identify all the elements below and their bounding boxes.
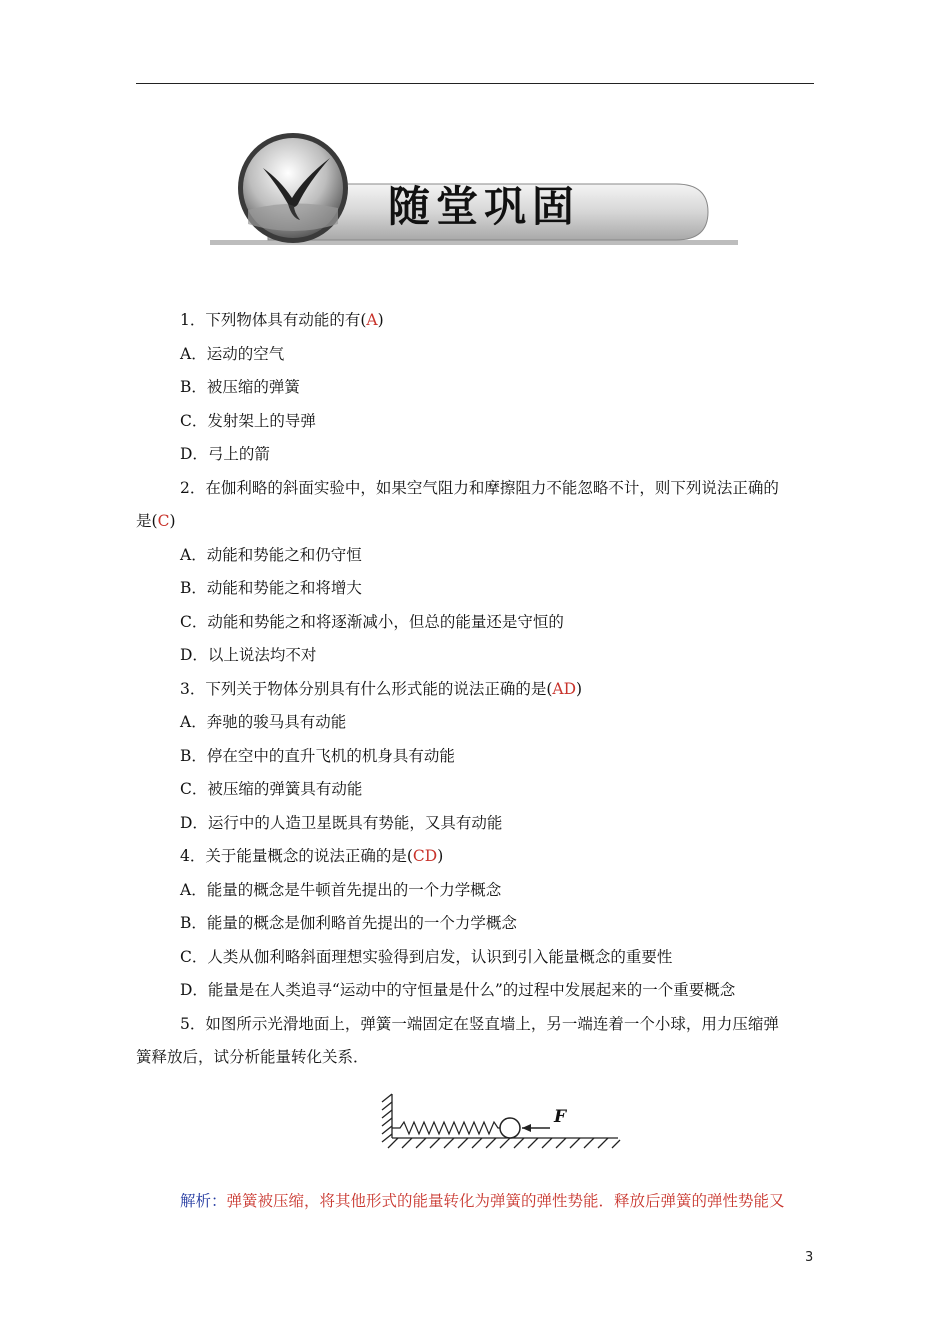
page-number: 3 <box>805 1250 814 1265</box>
question-2-stem-cont: 是(C) <box>136 512 176 530</box>
answer-2: C <box>157 512 170 530</box>
question-2-stem: 2．在伽利略的斜面实验中，如果空气阻力和摩擦阻力不能忽略不计，则下列说法正确的 <box>180 478 779 497</box>
answer-1: A <box>366 311 378 329</box>
option: C．被压缩的弹簧具有动能 <box>180 780 363 798</box>
option: A．能量的概念是牛顿首先提出的一个力学概念 <box>180 880 502 899</box>
force-label: F <box>554 1107 567 1127</box>
analysis <box>180 1185 785 1218</box>
header-rule <box>136 83 814 84</box>
question-4-stem: 4．关于能量概念的说法正确的是(CD) <box>180 847 444 865</box>
option: B．能量的概念是伽利略首先提出的一个力学概念 <box>180 914 517 932</box>
wall-hatching <box>382 1094 620 1148</box>
banner-title: 随堂巩固 <box>388 182 581 231</box>
option: C．动能和势能之和将逐渐减小，但总的能量还是守恒的 <box>180 612 564 631</box>
option: D．运行中的人造卫星既具有势能，又具有动能 <box>180 813 503 832</box>
option: C．发射架上的导弹 <box>180 411 316 430</box>
option: B．停在空中的直升飞机的机身具有动能 <box>180 746 455 765</box>
option: D．能量是在人类追寻“运动中的守恒量是什么”的过程中发展起来的一个重要概念 <box>180 981 736 999</box>
option: A．运动的空气 <box>180 344 285 363</box>
spring-ball-figure <box>378 1090 628 1154</box>
answer-4: CD <box>412 847 438 865</box>
question-list <box>136 304 816 1075</box>
force-arrow <box>522 1124 550 1132</box>
question-1-stem: 1．下列物体具有动能的有(A) <box>180 311 384 329</box>
analysis-text: 弹簧被压缩，将其他形式的能量转化为弹簧的弹性势能．释放后弹簧的弹性势能又 <box>226 1192 785 1210</box>
option: C．人类从伽利略斜面理想实验得到启发，认识到引入能量概念的重要性 <box>180 947 673 966</box>
question-3-stem: 3．下列关于物体分别具有什么形式能的说法正确的是(AD) <box>180 679 583 698</box>
option: D．以上说法均不对 <box>180 646 317 664</box>
answer-3: AD <box>552 679 577 698</box>
option: D．弓上的箭 <box>180 445 270 463</box>
analysis-label: 解析： <box>180 1192 227 1210</box>
ball <box>500 1118 520 1138</box>
option: B．动能和势能之和将增大 <box>180 579 362 597</box>
spring <box>392 1122 500 1134</box>
question-5-stem: 5．如图所示光滑地面上，弹簧一端固定在竖直墙上，另一端连着一个小球，用力压缩弹 <box>180 1014 779 1033</box>
option: A．动能和势能之和仍守恒 <box>180 545 362 564</box>
option: B．被压缩的弹簧 <box>180 378 300 396</box>
option: A．奔驰的骏马具有动能 <box>180 713 347 731</box>
question-5-stem-cont: 簧释放后，试分析能量转化关系． <box>136 1048 369 1066</box>
section-banner <box>208 128 743 253</box>
